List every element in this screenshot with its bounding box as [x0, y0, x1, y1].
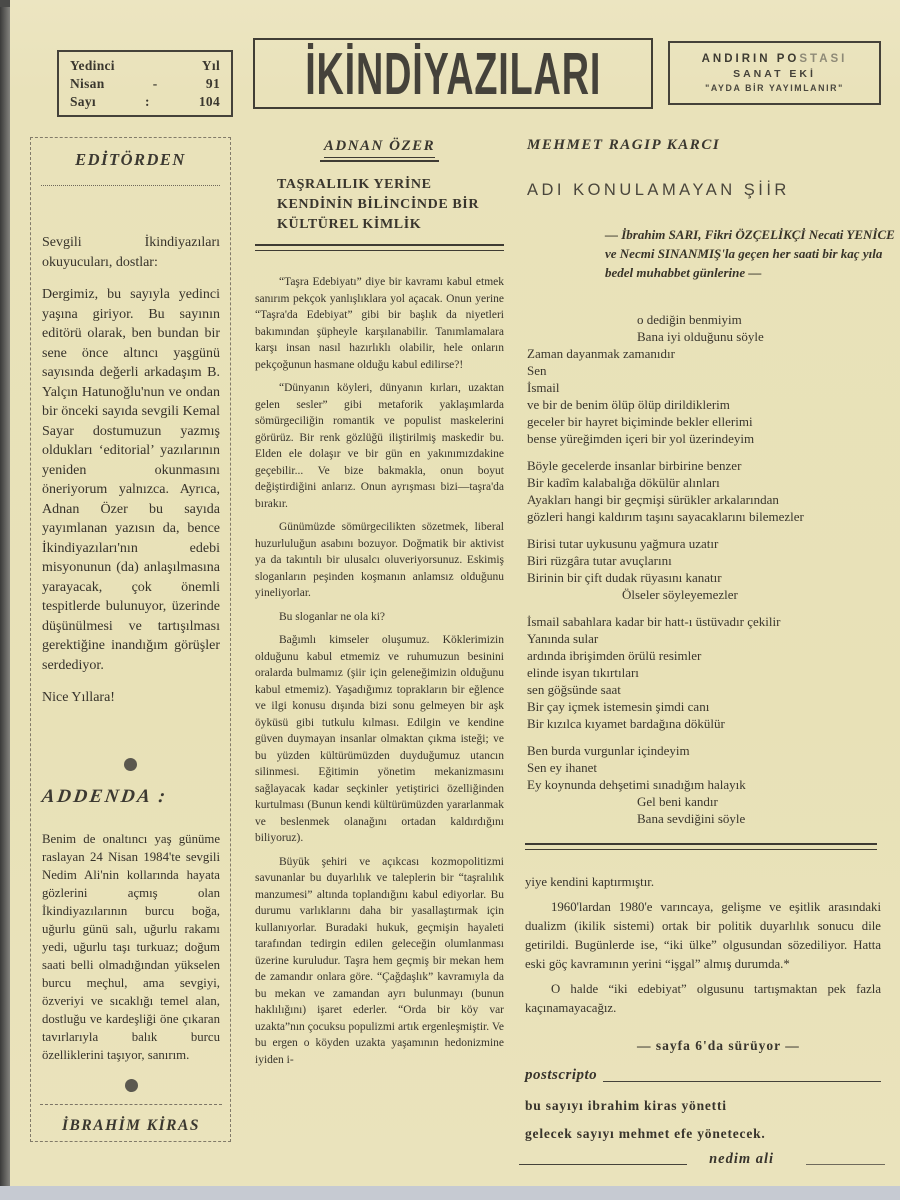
article-paragraph: Büyük şehiri ve açıkcası kozmopolitizmi savunanlar bu duyarlılık ve taleplerin bir “taşralılık manzumesi” altında toplandığını kabul ediyorlar. Bu durumu varlıklarını daha bir yasallaştırmak için kullanıyorlar. Buradaki hukuk, geçmişin hayaleti tarafından tedirgin edilen geleceğin olumlanması üzerine kuruludur. Taşra hem geçmiş bir mekan hem de zamandır onlara göre. “Çağdaşlık” kavramıyla da bu mekan ve zamandan ayrı bulunmayı (bunun haklılığını) işaret ederler. “Orda bir köy var uzakta”nın çocuksu populizmi artık ergenleşmiştir. Ve bu ergen o köyden uzakta yaşamının hedonizmine iyiden i-	[255, 855, 504, 1066]
poem-line: Ben burda vurgunlar içindeyim	[527, 743, 690, 758]
editorial-column	[30, 137, 231, 1142]
poem-line: Bir kadîm kalabalığa dökülür alınları	[527, 475, 720, 490]
footer-signature-row	[519, 1151, 885, 1168]
addenda-body: Benim de onaltıncı yaş günüme raslayan 24 Nisan 1984'te sevgili Nedim Ali'nin kollarında hayata gözlerini açmış olan İkindiyazılarının burcu boğa, uğurlu günü salı, uğurlu rakamı yedi, uğurlu taşı turkuaz; doğum saati belli olmadığından yükselen burcu meçhul, ama sevgiyi, özveriyi ve sıcaklığı temel alan, dostluğu ve kardeşliği öne çıkaran tavırlarıyla balık burcu özelliklerini taşıyor, sanırım.	[42, 832, 220, 1062]
poem-stanza	[527, 742, 882, 827]
bullet-dot-icon	[124, 758, 137, 771]
signature-rule-left	[519, 1164, 687, 1165]
article-paragraph: Bağımlı kimseler oluşumuz. Köklerimizin olduğunu kabul etmemiz ve ruhumuzun besinini oralarda bulmamız (şiir için geleneğimizin olduğunu kabul etmemiz). Yaşadığımız toprakların bir eğlence ve ilgi konusu dışında bizi sonu gelmeyen bir aşk öyküsü gibi tutkulu kılması. Edilgin ve kendine güven duymayan insanlar olmaktan çıkma isteği; ve bu yüzden kültürümüzden duyduğumuz utancın silinmesi. Eğitimin yönetim mekanizmasını sağlayacak kadar seçkinler yetiştirici özelliğinden kurtulması (Bunun kendi kültürümüzden yararlanmak ve beslenmek olanağını ortadan kaldırdığını biliyoruz).	[255, 634, 504, 844]
publisher-name	[670, 53, 879, 65]
publisher-name-main: ANDIRIN PO	[701, 53, 800, 65]
poem-line: geceler bir hayret biçiminde bekler ellerimi	[527, 414, 753, 429]
poem-end-rule	[525, 843, 877, 850]
article-paragraph: “Taşra Edebiyatı” diye bir kavramı kabul etmek sanırım pekçok yanlışlıklara yol açacak. Onun yerine “Taşra'da Edebiyat” gibi bir başlık da niyetleri bakımından şüpheyle karşılanabilir. Tanımlamalara karşı insan nasıl hazırlıklı olabilir, hele onların pekçoğunun hasmane olduğu kabul edilirse?!	[255, 276, 504, 371]
poem-line: Ayakları hangi bir geçmişi sürükler arkalarından	[527, 492, 779, 507]
poem-line: ve bir de benim ölüp ölüp dirildiklerim	[527, 397, 730, 412]
footer-signature: nedim ali	[709, 1151, 775, 1167]
poem-line: Zaman dayanmak zamanıdır	[527, 346, 675, 361]
poem-line: Birisi tutar uykusunu yağmura uzatır	[527, 536, 719, 551]
poem-line: Böyle gecelerde insanlar birbirine benzer	[527, 458, 742, 473]
addenda-heading: ADDENDA :	[40, 786, 169, 807]
frequency-label: "AYDA BİR YAYIMLANIR"	[705, 83, 844, 93]
addenda-section	[42, 786, 220, 1135]
publisher-name-faded: STASI	[799, 53, 848, 65]
article-continuation	[525, 873, 881, 1024]
poem-title: ADI KONULAMAYAN ŞİİR	[527, 181, 790, 199]
poem-line: İsmail sabahlara kadar bir hatt-ı üstüvadır çekilir	[527, 614, 781, 629]
poem-line: Bir çay içmek istemesin şimdi canı	[527, 699, 710, 714]
supplement-label: SANAT EKİ	[733, 68, 816, 80]
editor-signature: İBRAHİM KİRAS	[62, 1117, 200, 1134]
postscript-row	[525, 1067, 881, 1084]
article-body	[255, 274, 504, 1134]
article-title: TAŞRALILIK YERİNE KENDİNİN BİLİNCİNDE BİR KÜLTÜREL KİMLİK	[277, 177, 480, 232]
issue-info-box	[57, 50, 233, 117]
section-divider	[31, 758, 230, 771]
poem-line: elinde isyan tıkırtıları	[527, 665, 639, 680]
poem-line: Yanında sular	[527, 631, 599, 646]
article-author	[255, 137, 504, 162]
poem-line: ardında ibrişimden örülü resimler	[527, 648, 702, 663]
bullet-dot-icon	[125, 1079, 138, 1092]
signature-rule	[40, 1104, 222, 1105]
poem-stanza	[527, 535, 882, 603]
magazine-title: İKİNDİYAZILARI	[305, 39, 601, 107]
poem-line: o dediğin benmiyim	[637, 312, 742, 327]
article-paragraph: Günümüzde sömürgecilikten sözetmek, liberal huzurluluğun asabını bozuyor. Doğmatik bir aktivist ya da takıntılı bir ulusalcı oluveriyorsunuz. Eskimiş sloganların peşinden koşmanın anlamsız olduğunu yineliyorlar.	[255, 521, 504, 599]
continuation-paragraph: yiye kendini kaptırmıştır.	[525, 875, 655, 889]
editorial-paragraph: Dergimiz, bu sayıyla yedinci yaşına giriyor. Bu sayının editörü olarak, ben bundan bir sene önce altıncı yaşgünü sayısında değerli arkadaşım B. Yalçın Hatunoğlu'nun ve ondan bir önceki sayıda sevgili Kemal Sayar dostumuzun yazmış oldukları ‘editorial’ yazılarının yeniden okunmasını öneriyorum yalnızca. Ayrıca, Adnan Özer bu sayıda yayımlanan yazısın da, bence İkindiyazıları'nın edebi misyonunun (da) anlaşılmasına yarayacak, çok önemli tespitlerde bulunuyor, üzerinde düşünülmesi ve tartışılması gerektiğine inandığım görüşler serdediyor.	[42, 287, 220, 673]
editorial-heading: EDİTÖRDEN	[75, 150, 186, 169]
poem-line: Bana sevdiğini söyle	[637, 811, 746, 826]
paper	[10, 0, 900, 1186]
poem-line: Ey koynunda dehşetimi sınadığım halayık	[527, 777, 746, 792]
editorial-heading-rule	[41, 185, 220, 186]
poem-line: Birinin bir çift dudak rüyasını kanatır	[527, 570, 722, 585]
poem-author: MEHMET RAGIP KARCI	[527, 137, 721, 153]
poem-stanza	[527, 613, 882, 732]
editorial-paragraph: Sevgili İkindiyazıları okuyucuları, dostlar:	[42, 235, 220, 270]
editorial-paragraph: Nice Yıllara!	[42, 690, 115, 705]
publisher-box	[668, 41, 881, 105]
scan-edge-left	[0, 0, 10, 1186]
issue-month: Nisan - 91	[70, 76, 220, 91]
issue-number: Sayı : 104	[70, 94, 220, 109]
next-issue-editor-note: gelecek sayıyı mehmet efe yönetecek.	[525, 1126, 766, 1141]
scan-edge-bottom	[0, 1186, 900, 1200]
poem-line: Bana iyi olduğunu söyle	[637, 329, 764, 344]
issue-year: Yedinci Yıl	[70, 58, 220, 73]
article-column	[255, 137, 504, 1137]
poem-line: Gel beni kandır	[637, 794, 718, 809]
poem-line: Bir kızılca kıyamet bardağına dökülür	[527, 716, 725, 731]
poem-body	[527, 311, 882, 837]
issue-editor-note: bu sayıyı ibrahim kiras yönetti	[525, 1098, 727, 1113]
poem-line: gözleri hangi kaldırım taşını sayacaklarını bilemezler	[527, 509, 804, 524]
continued-on-page-note: — sayfa 6'da sürüyor —	[637, 1038, 800, 1053]
article-title-rule	[255, 244, 504, 251]
poem-stanza	[527, 311, 882, 447]
poem-line: İsmail	[527, 380, 560, 395]
poem-column	[525, 137, 895, 1182]
masthead-title-box	[253, 38, 653, 109]
poem-stanza	[527, 457, 882, 525]
continuation-paragraph: 1960'lardan 1980'e varıncaya, gelişme ve eşitlik arasındaki dualizm (ikilik sistemi) ortak bir politik duyarlılık sonucu dile getirildi. Bugünlerde ise, “iki ülke” olgusundan sözediliyor. Hatta eski göç kavramının yerini “işgal” almış durumda.*	[525, 900, 881, 971]
article-paragraph: Bu sloganlar ne ola ki?	[279, 610, 386, 623]
continuation-paragraph: O halde “iki edebiyat” olgusunu tartışmaktan pek fazla kaçınamayacağız.	[525, 982, 881, 1015]
poem-dedication: — İbrahim SARI, Fikri ÖZÇELİKÇİ Necati YENİCE ve Necmi SINANMIŞ'la geçen her saati bir kaç yıla bedel muhabbet günlerine —	[605, 227, 895, 280]
signature-rule-right	[806, 1164, 885, 1165]
poem-line: Biri rüzgâra tutar avuçlarını	[527, 553, 672, 568]
poem-line: bense yüreğimden içeri bir yol üzerindeyim	[527, 431, 755, 446]
postscript-label: postscripto	[525, 1067, 598, 1083]
poem-line: Ölseler söyleyemezler	[622, 587, 738, 602]
poem-line: Sen ey ihanet	[527, 760, 598, 775]
article-paragraph: “Dünyanın köyleri, dünyanın kırları, uzaktan gelen sesler” gibi metaforik yaklaşımlarda sömürgeciliğin romantik ve populist maskelerini görürüz. Bir renk gözlüğü iliştirilmiş maskedir bu. Elden ele dolaşır ve bir gün en yakınımızdakine geçebilir... Ve bize bakmakla, onun boyut değiştirdiğini anlarız. Onun ayrışması bizi—taşra'da bırakır.	[255, 382, 504, 510]
poem-line: sen göğsünde saat	[527, 682, 621, 697]
poem-line: Sen	[527, 363, 547, 378]
article-author-name: ADNAN ÖZER	[320, 138, 439, 162]
postscript-rule	[603, 1081, 881, 1082]
editorial-body	[42, 233, 220, 721]
